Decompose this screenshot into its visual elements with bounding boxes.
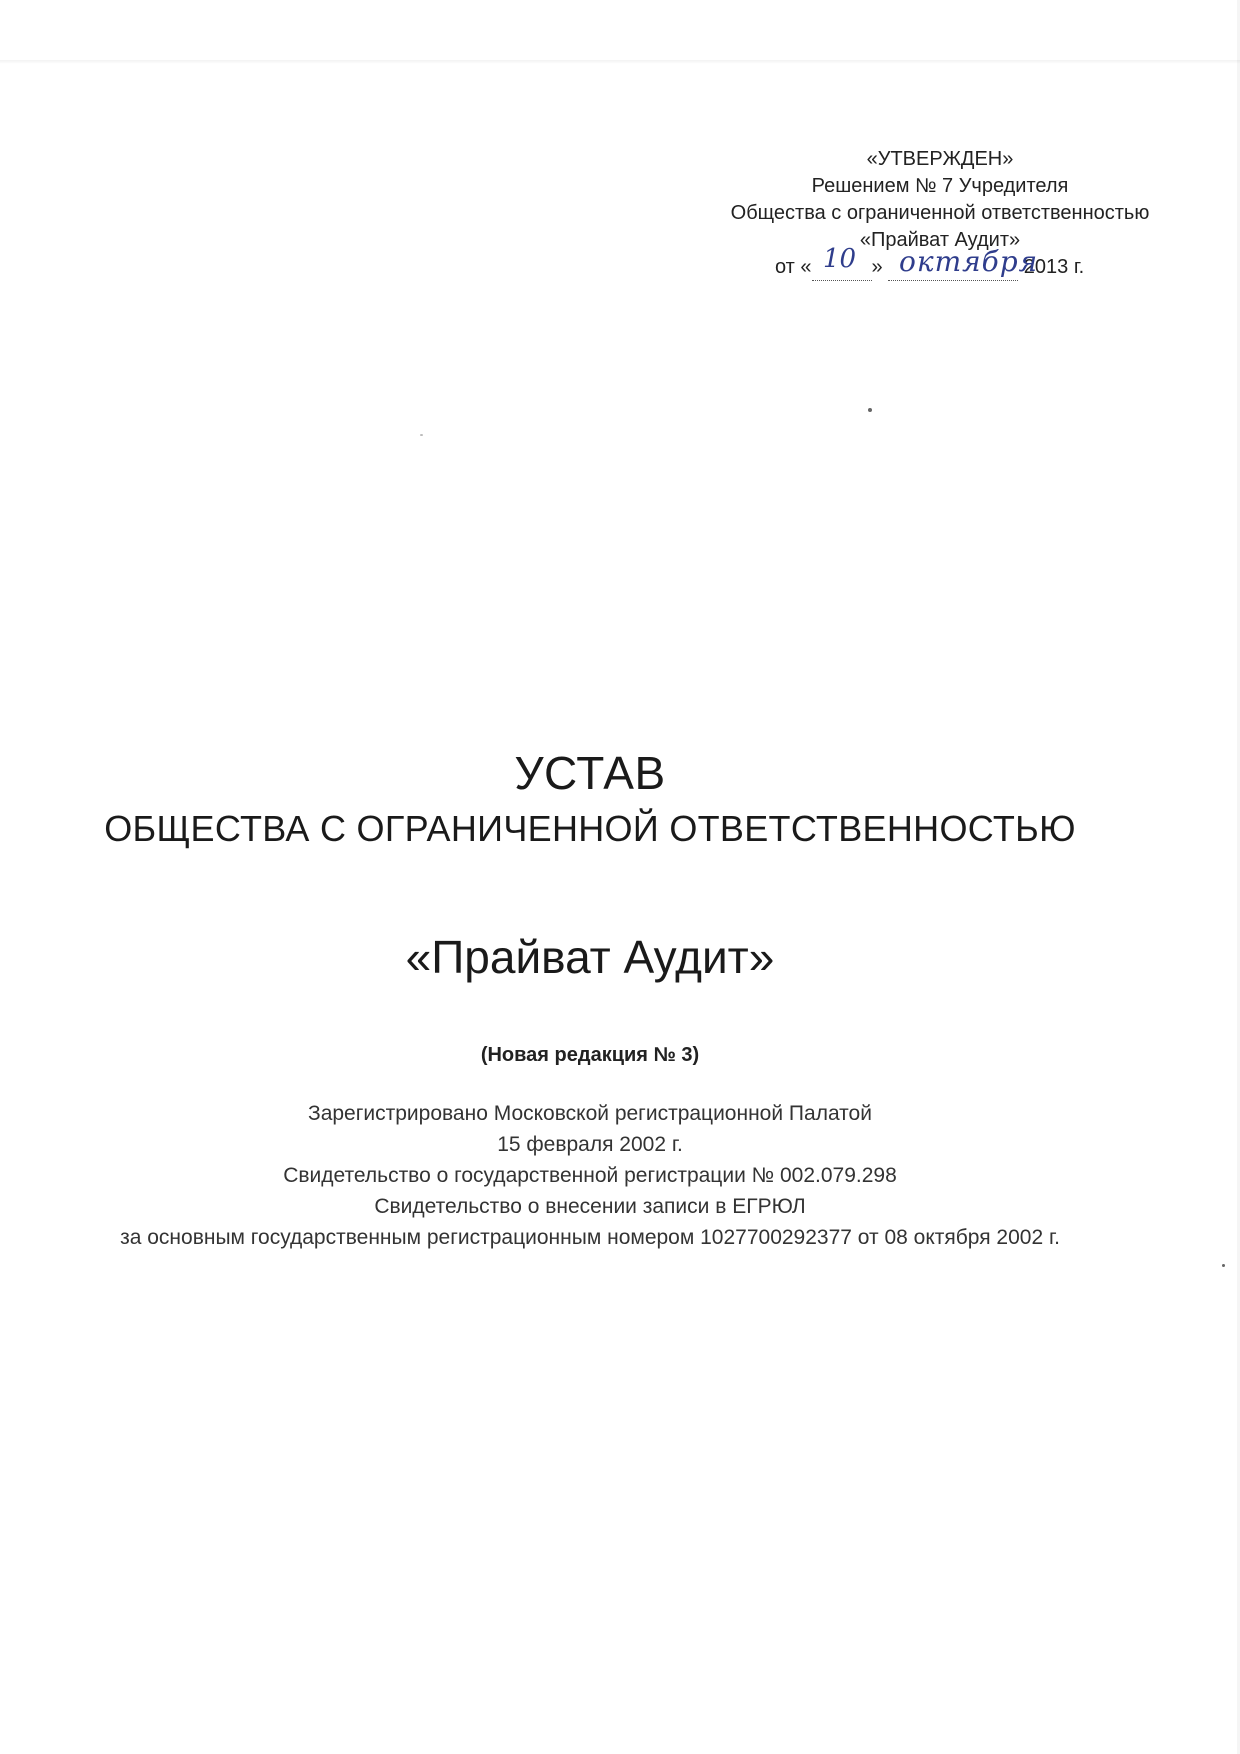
registration-line-4: Свидетельство о внесении записи в ЕГРЮЛ: [374, 1195, 806, 1218]
edition-note: (Новая редакция № 3): [480, 1044, 700, 1066]
document-subtitle: ОБЩЕСТВА С ОГРАНИЧЕННОЙ ОТВЕТСТВЕННОСТЬЮ: [104, 808, 1076, 849]
scan-speck: [420, 434, 423, 436]
approval-company: «Прайват Аудит»: [859, 229, 1021, 251]
handwritten-day: 10: [823, 244, 857, 274]
registration-line-5: за основным государственным регистрационным номером 1027700292377 от 08 октября 2002 г.: [120, 1226, 1060, 1249]
date-year: 2013 г.: [1023, 256, 1085, 278]
approval-heading: «УТВЕРЖДЕН»: [866, 148, 1014, 170]
approval-block: [660, 146, 1220, 286]
approval-date-row: [775, 244, 1085, 281]
document-title: УСТАВ: [514, 747, 666, 799]
date-prefix: от «: [775, 256, 812, 278]
registration-line-1: Зарегистрировано Московской регистрационной Палатой: [308, 1102, 872, 1125]
registration-line-3: Свидетельство о государственной регистрации № 002.079.298: [283, 1164, 897, 1187]
handwritten-month: октября: [899, 245, 1039, 278]
approval-date-line: [660, 244, 1220, 286]
company-name: «Прайват Аудит»: [405, 931, 775, 983]
registration-line-2: 15 февраля 2002 г.: [497, 1133, 683, 1156]
registration-block: [60, 1098, 1120, 1253]
scan-speck: [868, 408, 872, 412]
scan-edge-top: [0, 60, 1240, 64]
date-middle: »: [871, 256, 883, 278]
approval-organization: Общества с ограниченной ответственностью: [730, 202, 1150, 224]
scan-speck: [1222, 1264, 1225, 1267]
approval-decision: Решением № 7 Учредителя: [811, 175, 1069, 197]
